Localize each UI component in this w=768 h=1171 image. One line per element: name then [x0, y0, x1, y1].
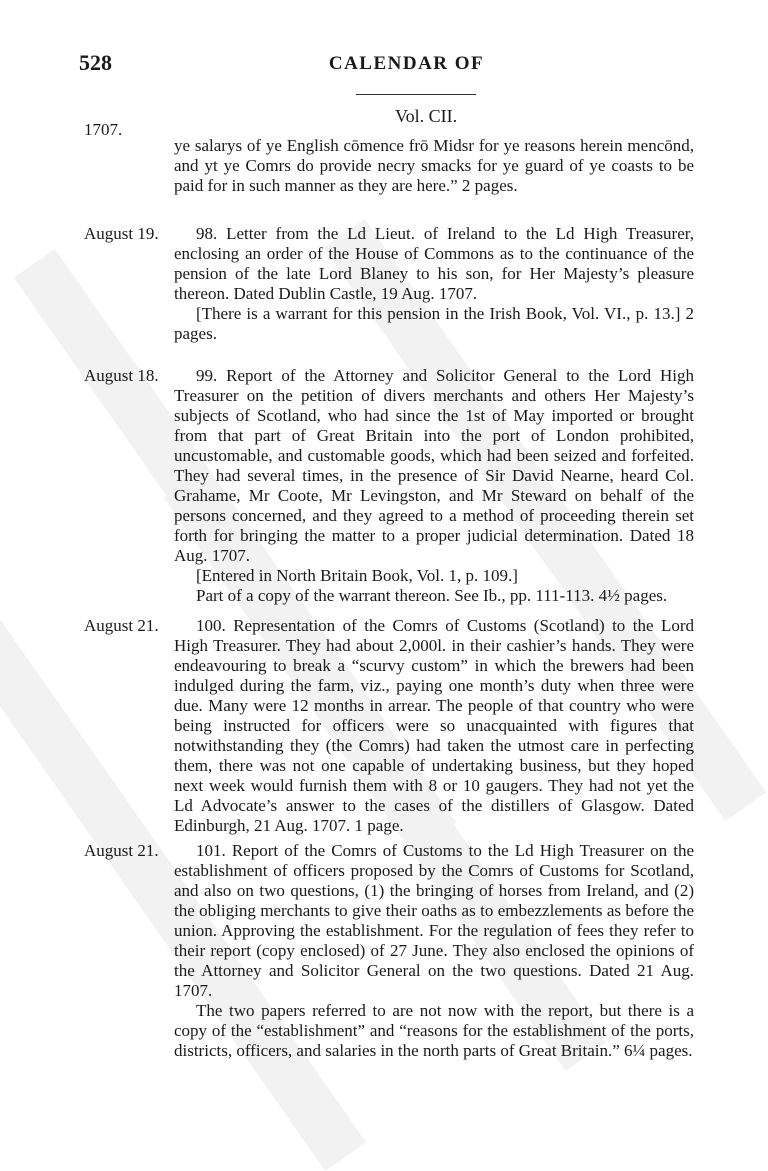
entry-date: August 21. — [84, 616, 159, 635]
running-head: CALENDAR OF — [328, 53, 485, 74]
entry-paragraph: ye salarys of ye English cōmence frō Midsr for ye reasons herein mencōnd, and yt ye Comrs do provide necry smacks for ye guard of ye coasts to be paid for in such manner as they are here.” 2 pages. — [174, 136, 694, 195]
entry-text — [174, 136, 694, 196]
entry-paragraph: [There is a warrant for this pension in the Irish Book, Vol. VI., p. 13.] 2 pages. — [174, 304, 694, 343]
volume-heading: Vol. CII. — [395, 106, 458, 126]
entry-paragraph: Part of a copy of the warrant thereon. See Ib., pp. 111-113. 4½ pages. — [196, 586, 668, 605]
entry-paragraph: 99. Report of the Attorney and Solicitor General to the Lord High Treasurer on the petition of divers merchants and others Her Majesty’s subjects of Scotland, who had since the 1st of May imported or brought from that part of Great Britain into the port of London prohibited, uncustomable, and customable goods, which had been seized and forfeited. They had several times, in the presence of Sir David Nearne, heard Col. Grahame, Mr Coote, Mr Levingston, and Mr Steward on behalf of the persons concerned, and they agreed to a method of proceeding therein set forth for bringing the matter to a proper judicial determination. Dated 18 Aug. 1707. — [174, 366, 694, 565]
entry-paragraph: 100. Representation of the Comrs of Customs (Scotland) to the Lord High Treasurer. They had about 2,000l. in their cashier’s hands. They were endeavouring to break a “scurvy custom” in which the brewers had been indulged during the farm, viz., paying one month’s duty when three were due. Many were 12 months in arrear. The people of that country who were being instructed for officers were so unacquainted with figures that notwithstanding they (the Comrs) had taken the utmost care in perfecting them, there was not one capable of undertaking business, but they hoped next week would furnish them with 8 or 10 gaugers. They had not yet the Ld Advocate’s answer to the cases of the distillers of Glasgow. Dated Edinburgh, 21 Aug. 1707. 1 page. — [174, 616, 694, 835]
entry-date: August 21. — [84, 841, 159, 860]
header-rule — [356, 94, 476, 95]
entry-paragraph: 98. Letter from the Ld Lieut. of Ireland to the Ld High Treasurer, enclosing an order of the House of Commons as to the continuance of the pension of the late Lord Blaney to his son, for Her Majesty’s pleasure thereon. Dated Dublin Castle, 19 Aug. 1707. — [174, 224, 694, 303]
entry-text — [174, 616, 694, 836]
entry-date: August 19. — [84, 224, 159, 243]
entry-paragraph: [Entered in North Britain Book, Vol. 1, p. 109.] — [196, 566, 518, 585]
entry-text — [174, 841, 694, 1061]
entry-text — [174, 224, 694, 344]
entry-date: 1707. — [84, 120, 123, 139]
page-number: 528 — [79, 50, 112, 75]
entry-text — [174, 366, 694, 606]
entry-paragraph: 101. Report of the Comrs of Customs to the Ld High Treasurer on the establishment of officers proposed by the Comrs of Customs for Scotland, and also on two questions, (1) the bringing of horses from Ireland, and (2) the obliging merchants to give their oaths as to embezzlements as before the union. Approving the establishment. For the regulation of fees they refer to their report (copy enclosed) of 27 June. They also enclosed the opinions of the Attorney and Solicitor General on the two questions. Dated 21 Aug. 1707. — [174, 841, 694, 1000]
entry-date: August 18. — [84, 366, 159, 385]
entry-paragraph: The two papers referred to are not now with the report, but there is a copy of the “establishment” and “reasons for the establishment of the ports, districts, officers, and salaries in the north parts of Great Britain.” 6¼ pages. — [174, 1001, 694, 1060]
